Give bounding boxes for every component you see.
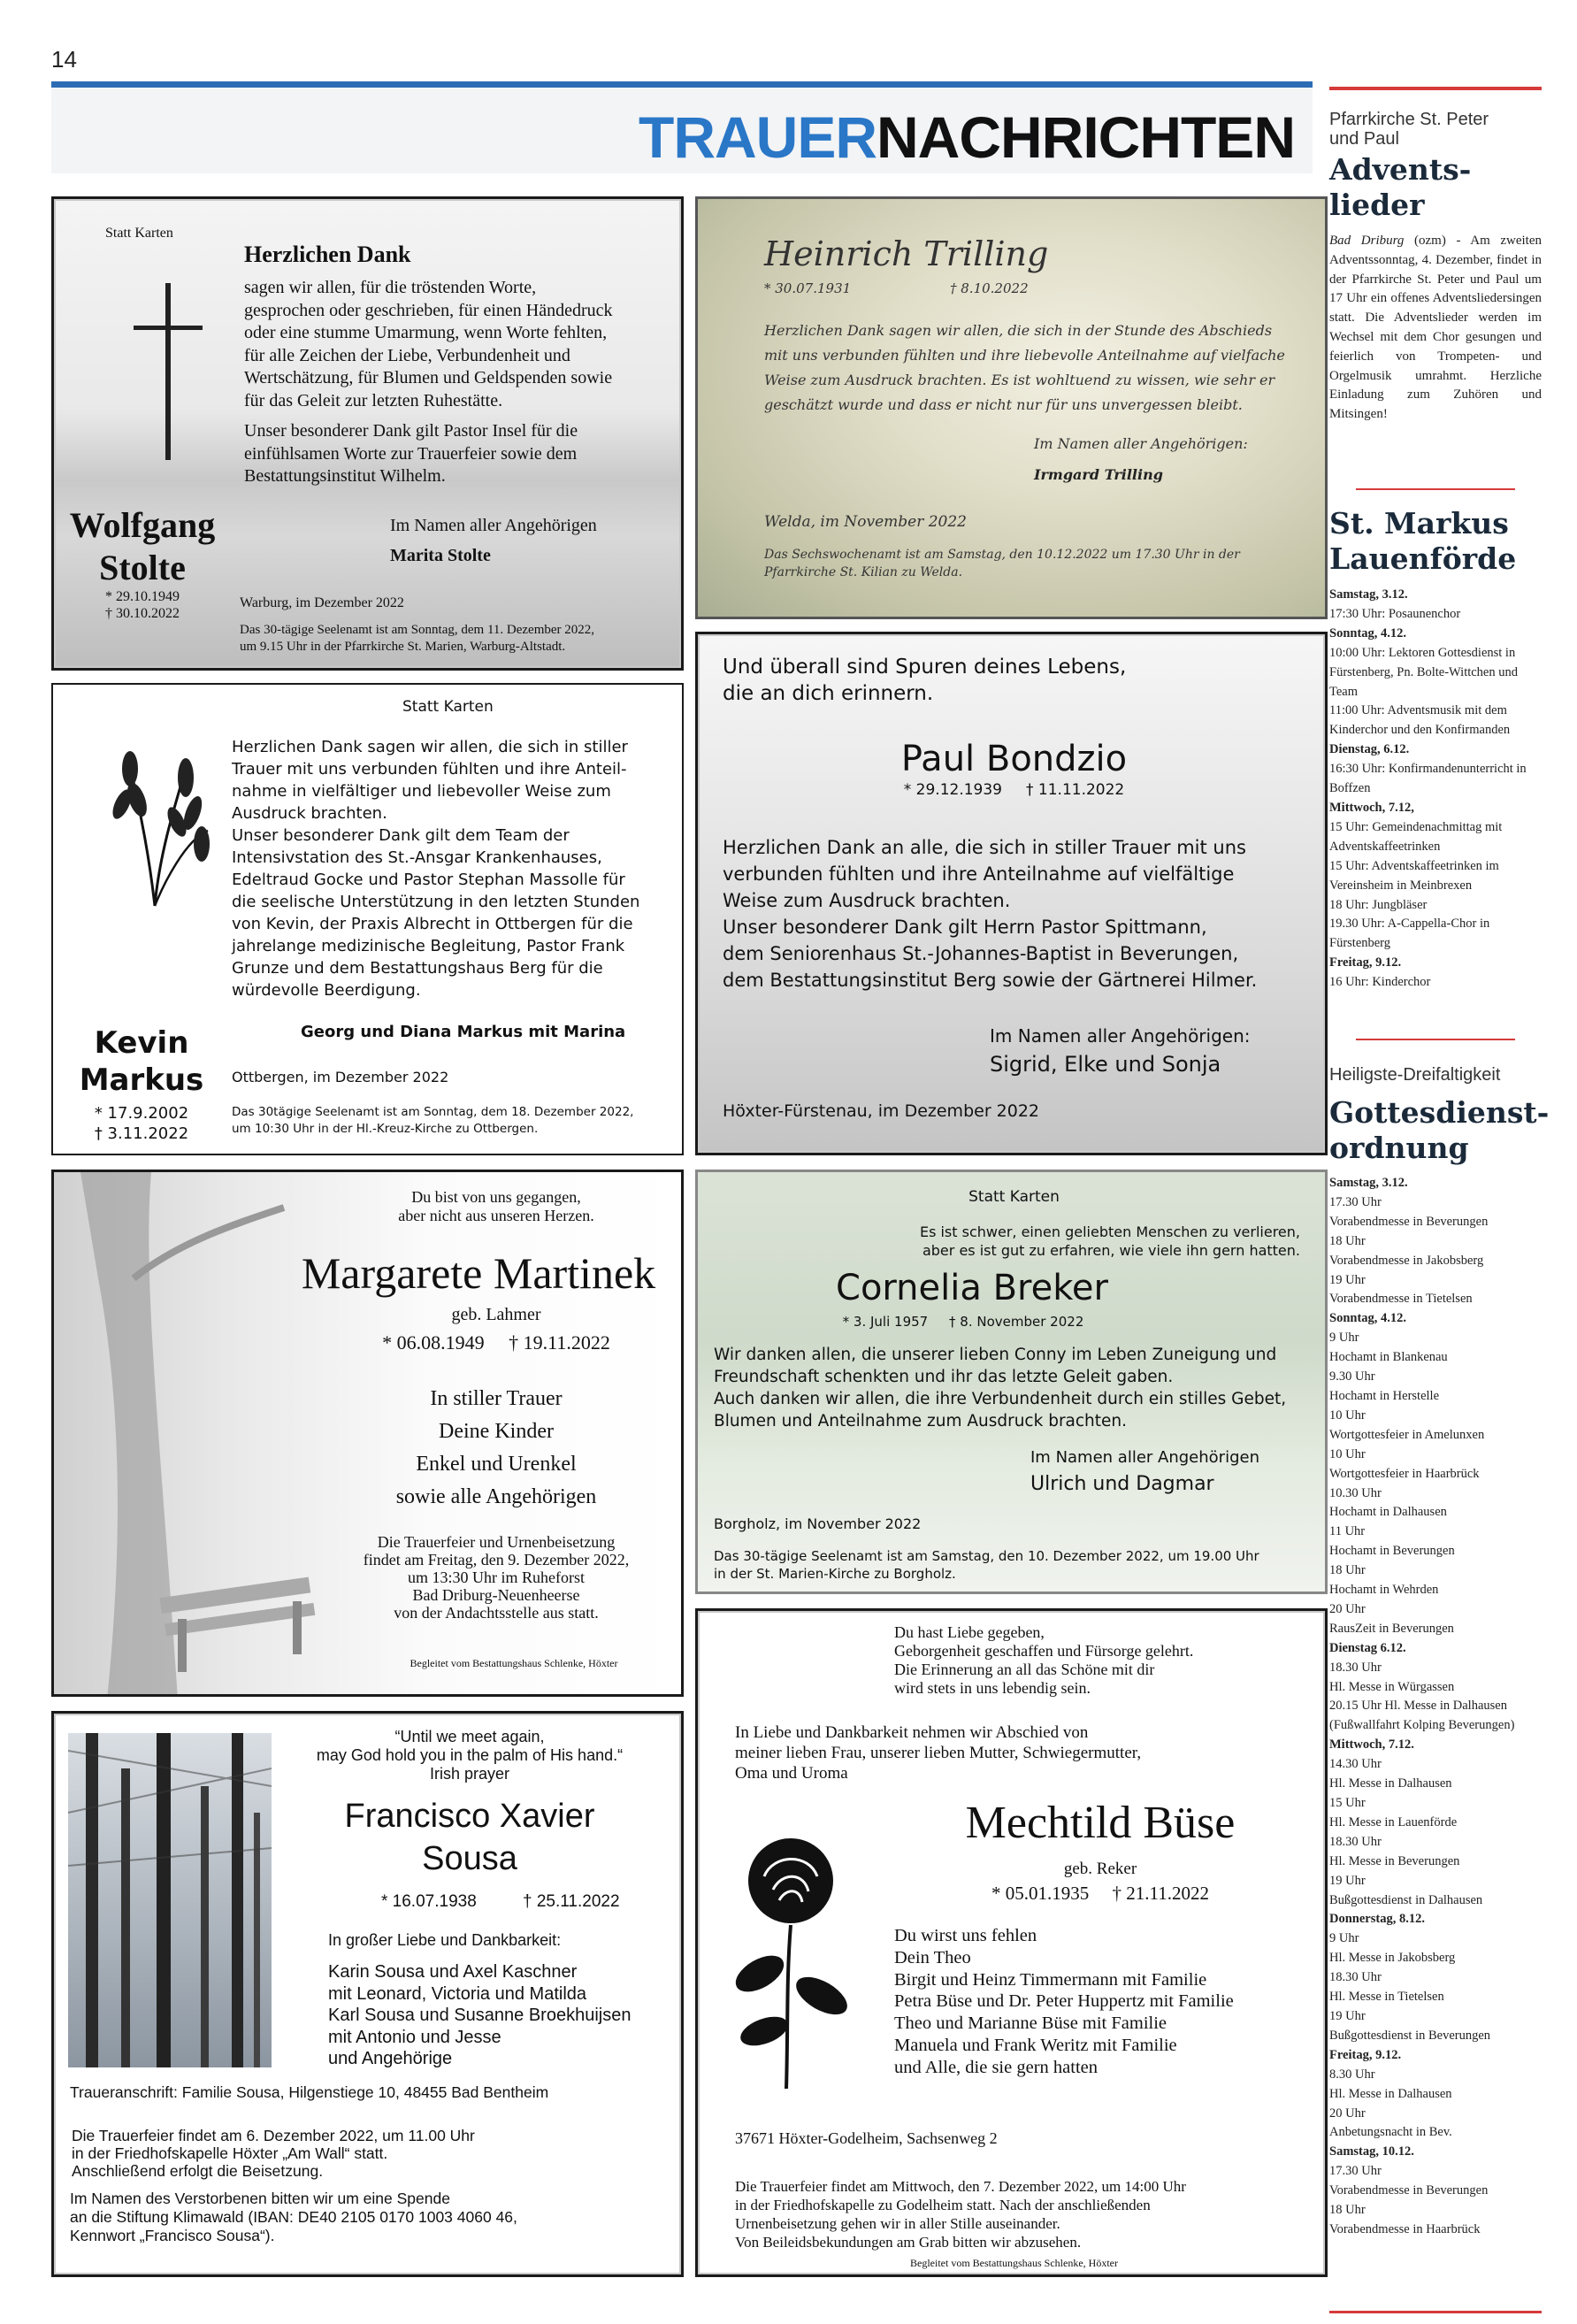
schedule-entry: Hl. Messe in Dalhausen (1329, 1776, 1452, 1791)
schedule-entry: 15 Uhr (1329, 1796, 1366, 1810)
schedule-entry: Hl. Messe in Tietelsen (1329, 1990, 1444, 2005)
page-number: 14 (51, 46, 77, 73)
funeral-note: Die Trauerfeier und Urnenbeisetzung findet am Freitag, den 9. Dezember 2022, um 13:30 Uhr im Ruheforst Bad Driburg-Neuenheerse von der Andachtsstelle aus statt. (363, 1533, 630, 1622)
obituary-sousa (51, 1711, 684, 2277)
life-dates: * 05.01.1935 † 21.11.2022 (991, 1883, 1209, 1904)
separator (1356, 1039, 1515, 1040)
mourners: Du wirst uns fehlen Dein Theo Birgit und Heinz Timmermann mit Familie Petra Büse und Dr. Peter Huppertz mit Familie Theo und Marianne Büse mit Familie Manuela und Frank Weritz mit Familie und Alle, die sie gern hatten (894, 1926, 1234, 2077)
birth-date: * 16.07.1938 (381, 1892, 477, 1911)
schedule-entry: Wortgottesfeier in Amelunxen (1329, 1427, 1485, 1442)
schedule-entry: 20 Uhr (1329, 2105, 1366, 2121)
schedule-entry: Hochamt in Dalhausen (1329, 1505, 1447, 1520)
schedule-entry: 19 Uhr (1329, 1873, 1366, 1888)
wheat-icon (88, 733, 221, 910)
body-text: sagen wir allen, für die tröstenden Worte, gesprochen oder geschrieben, für einen Händedruck oder eine stumme Umarmung, wenn Worte fehlten, für alle Zeichen der Liebe, Verbundenheit und Wertschätzung, für Blumen und Geldspenden sowie für das Geleit zur letzten Ruhestätte. (244, 278, 613, 410)
schedule-entry: 18.30 Uhr (1329, 1660, 1382, 1675)
schedule-entry: Hochamt in Wehrden (1329, 1583, 1439, 1598)
birth-date: * 30.07.1931 (764, 280, 852, 296)
cross-icon (134, 283, 204, 460)
body-text: Herzlichen Dank sagen wir allen, die sich in der Stunde des Abschieds mit uns verbunden fühlten und ihre liebevolle Anteilnahme auf vielfache Weise zum Ausdruck brachten. Es ist wohltuend zu wissen, wie sehr er geschätzt wurde und dass er nicht nur für uns unvergessen bleibt. (764, 322, 1285, 413)
schedule-entry: 15 Uhr: Adventskaffeetrinken im Vereinsheim in Meinbrexen (1329, 858, 1499, 893)
address: 37671 Höxter-Godelheim, Sachsenweg 2 (735, 2129, 998, 2147)
schedule-entry: 16 Uhr: Kinderchor (1329, 975, 1431, 990)
signature: Marita Stolte (390, 546, 491, 565)
sign-intro: Im Namen aller Angehörigen: (1034, 435, 1248, 452)
deceased-name: Margarete Martinek (301, 1248, 656, 1298)
schedule-entry: Hochamt in Beverungen (1329, 1544, 1455, 1559)
funeral-note: Die Trauerfeier findet am Mittwoch, den 7. Dezember 2022, um 14:00 Uhr in der Friedhofskapelle zu Godelheim statt. Nach der anschließenden Urnenbeisetzung gehen wir in aller Stille auseinander. Von Beileidsbekundungen am Grab bitten wir abzusehen. (735, 2178, 1186, 2251)
schedule-entry: 18 Uhr (1329, 2203, 1366, 2218)
schedule-day: Samstag, 3.12. (1329, 587, 1408, 602)
schedule-entry: 11 Uhr (1329, 1524, 1366, 1539)
schedule-entry: Hochamt in Herstelle (1329, 1388, 1440, 1403)
schedule-entry: Vorabendmesse in Jakobsberg (1329, 1253, 1484, 1268)
sign-intro: Im Namen aller Angehörigen (1030, 1448, 1259, 1467)
place-date: Welda, im November 2022 (764, 513, 968, 531)
schedule-entry: 9 Uhr (1329, 1931, 1359, 1946)
deceased-name: Cornelia Breker (836, 1268, 1108, 1308)
obituary-bondzio (695, 632, 1328, 1155)
schedule-day: Sonntag, 4.12. (1329, 1311, 1407, 1326)
schedule-day: Dienstag 6.12. (1329, 1640, 1406, 1655)
obituary-martinek (51, 1170, 684, 1697)
schedule-entry: 18.30 Uhr (1329, 1834, 1382, 1849)
schedule-entry: Wortgottesfeier in Haarbrück (1329, 1466, 1480, 1481)
place-date: Borgholz, im November 2022 (714, 1515, 922, 1532)
schedule-entry: 10:00 Uhr: Lektoren Gottesdienst in Fürstenberg, Pn. Bolte-Wittchen und Team (1329, 645, 1518, 699)
statt-karten: Statt Karten (105, 226, 173, 241)
schedule-entry: 9.30 Uhr (1329, 1369, 1375, 1384)
s3-schedule (1329, 1174, 1542, 2240)
quote: Es ist schwer, einen geliebten Menschen zu verlieren, aber es ist gut zu erfahren, wie viele ihn gern hatten. (919, 1223, 1300, 1259)
schedule-day: Mittwoch, 7.12, (1329, 800, 1414, 815)
schedule-entry: Hl. Messe in Lauenförde (1329, 1814, 1458, 1829)
schedule-entry: 20.15 Uhr Hl. Messe in Dalhausen (Fußwallfahrt Kolping Beverungen) (1329, 1699, 1515, 1733)
schedule-entry: 15 Uhr: Gemeindenachmittag mit Adventskaffeetrinken (1329, 819, 1503, 854)
quote: Und überall sind Spuren deines Lebens, die an dich erinnern. (723, 656, 1127, 705)
schedule-entry: Bußgottesdienst in Beverungen (1329, 2028, 1491, 2043)
s3-heading: Gottesdienst- ordnung (1329, 1095, 1550, 1165)
life-dates: * 06.08.1949 † 19.11.2022 (382, 1331, 610, 1354)
schedule-day: Freitag, 9.12. (1329, 955, 1402, 970)
signature: Georg und Diana Markus mit Marina (301, 1023, 626, 1041)
undertaker: Begleitet vom Bestattungshaus Schlenke, Höxter (410, 1657, 618, 1669)
quote: Du hast Liebe gegeben, Geborgenheit geschaffen und Fürsorge gelehrt. Die Erinnerung an all das Schöne mit dir wird stets in uns lebendig sein. (894, 1623, 1194, 1697)
deceased-name: Mechtild Büse (965, 1798, 1236, 1848)
schedule-entry: Hochamt in Blankenau (1329, 1350, 1448, 1365)
mourning-address: Traueranschrift: Familie Sousa, Hilgenstiege 10, 48455 Bad Bentheim (70, 2083, 549, 2101)
obituary-trilling (695, 196, 1328, 619)
deceased-name: Heinrich Trilling (764, 234, 1049, 273)
schedule-entry: 17.30 Uhr (1329, 2164, 1382, 2179)
schedule-entry: 9 Uhr (1329, 1331, 1359, 1346)
birth-name: geb. Lahmer (451, 1305, 541, 1324)
s1-heading: Advents- lieder (1329, 152, 1472, 222)
sign-intro: Im Namen aller Angehörigen (390, 516, 597, 535)
donation-note: Im Namen des Verstorbenen bitten wir um eine Spende an die Stiftung Klimawald (IBAN: DE40 2105 0170 1003 4060 46, Kennwort „Francisco Sousa“). (70, 2190, 517, 2244)
schedule-entry: 14.30 Uhr (1329, 1757, 1382, 1772)
schedule-entry: 20 Uhr (1329, 1601, 1366, 1616)
s2-schedule (1329, 586, 1542, 993)
section-title-part1: TRAUER (639, 104, 877, 170)
schedule-entry: 18 Uhr: Jungbläser (1329, 897, 1428, 912)
schedule-entry: 19 Uhr (1329, 1272, 1366, 1287)
schedule-day: Mittwoch, 7.12. (1329, 1737, 1414, 1753)
schedule-day: Sonntag, 4.12. (1329, 625, 1407, 640)
sidebar-column (1329, 81, 1550, 2318)
signature: Irmgard Trilling (1034, 466, 1163, 483)
obituary-markus (51, 683, 684, 1155)
place-date: Höxter-Fürstenau, im Dezember 2022 (723, 1101, 1040, 1121)
life-dates: * 17.9.2002 † 3.11.2022 (94, 1104, 189, 1143)
schedule-entry: 18 Uhr (1329, 1563, 1366, 1578)
deceased-name: Paul Bondzio (900, 739, 1128, 779)
schedule-entry: Hl. Messe in Jakobsberg (1329, 1951, 1456, 1966)
place-date: Ottbergen, im Dezember 2022 (232, 1069, 449, 1085)
s1-body (1329, 232, 1542, 425)
deceased-name: Kevin Markus (79, 1025, 204, 1098)
schedule-day: Dienstag, 6.12. (1329, 742, 1410, 757)
schedule-entry: Bußgottesdienst in Dalhausen (1329, 1892, 1483, 1907)
section-header (51, 81, 1313, 173)
intro: In großer Liebe und Dankbarkeit: (328, 1931, 562, 1949)
separator (1356, 488, 1515, 490)
quote: Du bist von uns gegangen, aber nicht aus unseren Herzen. (398, 1188, 594, 1224)
schedule-entry: 16:30 Uhr: Konfirmandenunterricht in Boffzen (1329, 762, 1527, 796)
schedule-entry: 11:00 Uhr: Adventsmusik mit dem Kinderchor und den Konfirmanden (1329, 703, 1511, 738)
schedule-entry: Vorabendmesse in Beverungen (1329, 2183, 1489, 2198)
death-date: † 25.11.2022 (523, 1892, 620, 1911)
obituary-stolte (51, 196, 684, 671)
schedule-entry: Vorabendmesse in Beverungen (1329, 1214, 1489, 1229)
s1-subtitle: Pfarrkirche St. Peter und Paul (1329, 110, 1489, 149)
s3-subtitle: Heiligste-Dreifaltigkeit (1329, 1065, 1501, 1085)
sidebar-bottom-rule (1329, 2311, 1542, 2313)
birth-name: geb. Reker (1063, 1860, 1137, 1878)
s2-heading: St. Markus Lauenförde (1329, 506, 1517, 576)
mourners: Karin Sousa und Axel Kaschner mit Leonard, Victoria und Matilda Karl Sousa und Susanne Broekhuijsen mit Antonio und Jesse und Angehörige (328, 1962, 632, 2068)
life-dates: * 29.12.1939 † 11.11.2022 (903, 781, 1125, 799)
schedule-entry: Hl. Messe in Würgassen (1329, 1679, 1455, 1694)
memorial-note: Das 30tägige Seelenamt ist am Sonntag, dem 18. Dezember 2022, um 10:30 Uhr in der Hl.-Kreuz-Kirche zu Ottbergen. (232, 1105, 634, 1136)
body-text: Herzlichen Dank an alle, die sich in stiller Trauer mit uns verbunden fühlten und ihre Anteilnahme auf vielfältige Weise zum Ausdruck brachten. Unser besonderer Dank gilt Herrn Pastor Spittmann, dem Seniorenhaus St.-Johannes-Baptist in Beverungen, dem Bestattungsinstitut Berg sowie der Gärtnerei Hilmer. (723, 837, 1258, 991)
undertaker: Begleitet vom Bestattungshaus Schlenke, Höxter (910, 2257, 1118, 2269)
deceased-name: Francisco Xavier Sousa (344, 1798, 595, 1877)
schedule-entry: Hl. Messe in Dalhausen (1329, 2086, 1452, 2101)
schedule-entry: Vorabendmesse in Tietelsen (1329, 1292, 1473, 1307)
s1-text: (ozm) - Am zweiten Adventssonntag, 4. Dezember, findet in der Pfarrkirche St. Peter und Paul um 17 Uhr ein offenes Adventsliedersingen statt. Die Adventslieder werden im Wechsel mit dem Chor gesungen und feierlich von Trompeten- und Orgelmusik umrahmt. Herzliche Einladung zum Zuhören und Mitsingen! (1329, 234, 1543, 422)
memorial-note: Das 30-tägige Seelenamt ist am Sonntag, dem 11. Dezember 2022, um 9.15 Uhr in der Pfarrkirche St. Marien, Warburg-Altstadt. (240, 623, 595, 654)
signature: Ulrich und Dagmar (1030, 1473, 1214, 1495)
statt-karten: Statt Karten (968, 1188, 1060, 1206)
schedule-day: Freitag, 9.12. (1329, 2047, 1402, 2062)
schedule-entry: 10 Uhr (1329, 1446, 1366, 1461)
schedule-day: Samstag, 10.12. (1329, 2144, 1414, 2159)
schedule-entry: Vorabendmesse in Haarbrück (1329, 2221, 1481, 2236)
schedule-day: Samstag, 3.12. (1329, 1176, 1408, 1190)
schedule-entry: 17:30 Uhr: Posaunenchor (1329, 606, 1461, 621)
body-text: Wir danken allen, die unserer lieben Conny im Leben Zuneigung und Freundschaft schenkten und ihr das letzte Geleit gaben. Auch danken wir allen, die ihre Verbundenheit durch ein stilles Gebet, Blumen und Anteilnahme zum Ausdruck brachten. (714, 1346, 1287, 1430)
death-date: † 8.10.2022 (950, 280, 1029, 296)
body-text: Herzlichen Dank sagen wir allen, die sich in stiller Trauer mit uns verbunden fühlten und ihre Anteil- nahme in vielfältiger und liebevoller Weise zum Ausdruck brachten. Unser besonderer Dank gilt dem Team der Intensivstation des St.-Ansgar Krankenhauses, Edeltraud Gocke und Pastor Stephan Massolle für die seelische Unterstützung in den letzten Stunden von Kevin, der Praxis Albrecht in Ottbergen für die jahrelange medizinische Begleitung, Pastor Frank Grunze und dem Bestattungshaus Berg für die würdevolle Beerdigung. (232, 738, 640, 1000)
memorial-note: Das Sechswochenamt ist am Samstag, den 10.12.2022 um 17.30 Uhr in der Pfarrkirche St. Kilian zu Welda. (764, 548, 1240, 579)
place-date: Warburg, im Dezember 2022 (240, 595, 404, 610)
statt-karten: Statt Karten (402, 698, 494, 716)
forest-photo (68, 1733, 272, 2067)
intro: In Liebe und Dankbarkeit nehmen wir Abschied von meiner lieben Frau, unserer lieben Mutter, Schwiegermutter, Oma und Uroma (735, 1723, 1142, 1783)
sign-intro: Im Namen aller Angehörigen: (990, 1025, 1251, 1047)
section-title-part2: NACHRICHTEN (877, 104, 1295, 170)
signature: Sigrid, Elke und Sonja (990, 1052, 1221, 1077)
schedule-entry: 17.30 Uhr (1329, 1194, 1382, 1209)
schedule-entry: 10.30 Uhr (1329, 1485, 1382, 1500)
life-dates: * 29.10.1949 † 30.10.2022 (105, 589, 180, 621)
schedule-entry: 18.30 Uhr (1329, 1970, 1382, 1985)
rose-icon (724, 1819, 857, 2093)
memorial-note: Das 30-tägige Seelenamt ist am Samstag, den 10. Dezember 2022, um 19.00 Uhr in der St. Marien-Kirche zu Borgholz. (714, 1548, 1259, 1582)
schedule-day: Donnerstag, 8.12. (1329, 1912, 1425, 1927)
life-dates: * 3. Juli 1957 † 8. November 2022 (842, 1314, 1084, 1330)
funeral-note: Die Trauerfeier findet am 6. Dezember 2022, um 11.00 Uhr in der Friedhofskapelle Höxter „Am Wall“ statt. Anschließend erfolgt die Beisetzung. (72, 2127, 475, 2180)
deceased-name: Wolfgang Stolte (69, 505, 216, 587)
schedule-entry: Hl. Messe in Beverungen (1329, 1853, 1460, 1868)
sidebar-top-rule (1329, 87, 1542, 90)
s1-location: Bad Driburg (1329, 234, 1405, 248)
schedule-entry: Anbetungsnacht in Bev. (1329, 2125, 1452, 2140)
schedule-entry: 19.30 Uhr: A-Cappella-Chor in Fürstenberg (1329, 917, 1490, 951)
obituary-breker (695, 1170, 1328, 1594)
body-text-2: Unser besonderer Dank gilt Pastor Insel für die einfühlsamen Worte zur Trauerfeier sowie dem Bestattungsinstitut Wilhelm. (244, 421, 578, 486)
schedule-entry: 18 Uhr (1329, 1233, 1366, 1248)
quote: “Until we meet again, may God hold you in the palm of His hand.“ Irish prayer (316, 1728, 624, 1783)
mourners: In stiller Trauer Deine Kinder Enkel und Urenkel sowie alle Angehörigen (395, 1387, 597, 1508)
schedule-entry: 10 Uhr (1329, 1407, 1366, 1423)
heading: Herzlichen Dank (244, 242, 411, 267)
obituary-buese (695, 1608, 1328, 2277)
schedule-entry: RausZeit in Beverungen (1329, 1621, 1454, 1636)
section-title (639, 104, 1295, 171)
schedule-entry: 19 Uhr (1329, 2008, 1366, 2023)
schedule-entry: 8.30 Uhr (1329, 2067, 1375, 2082)
